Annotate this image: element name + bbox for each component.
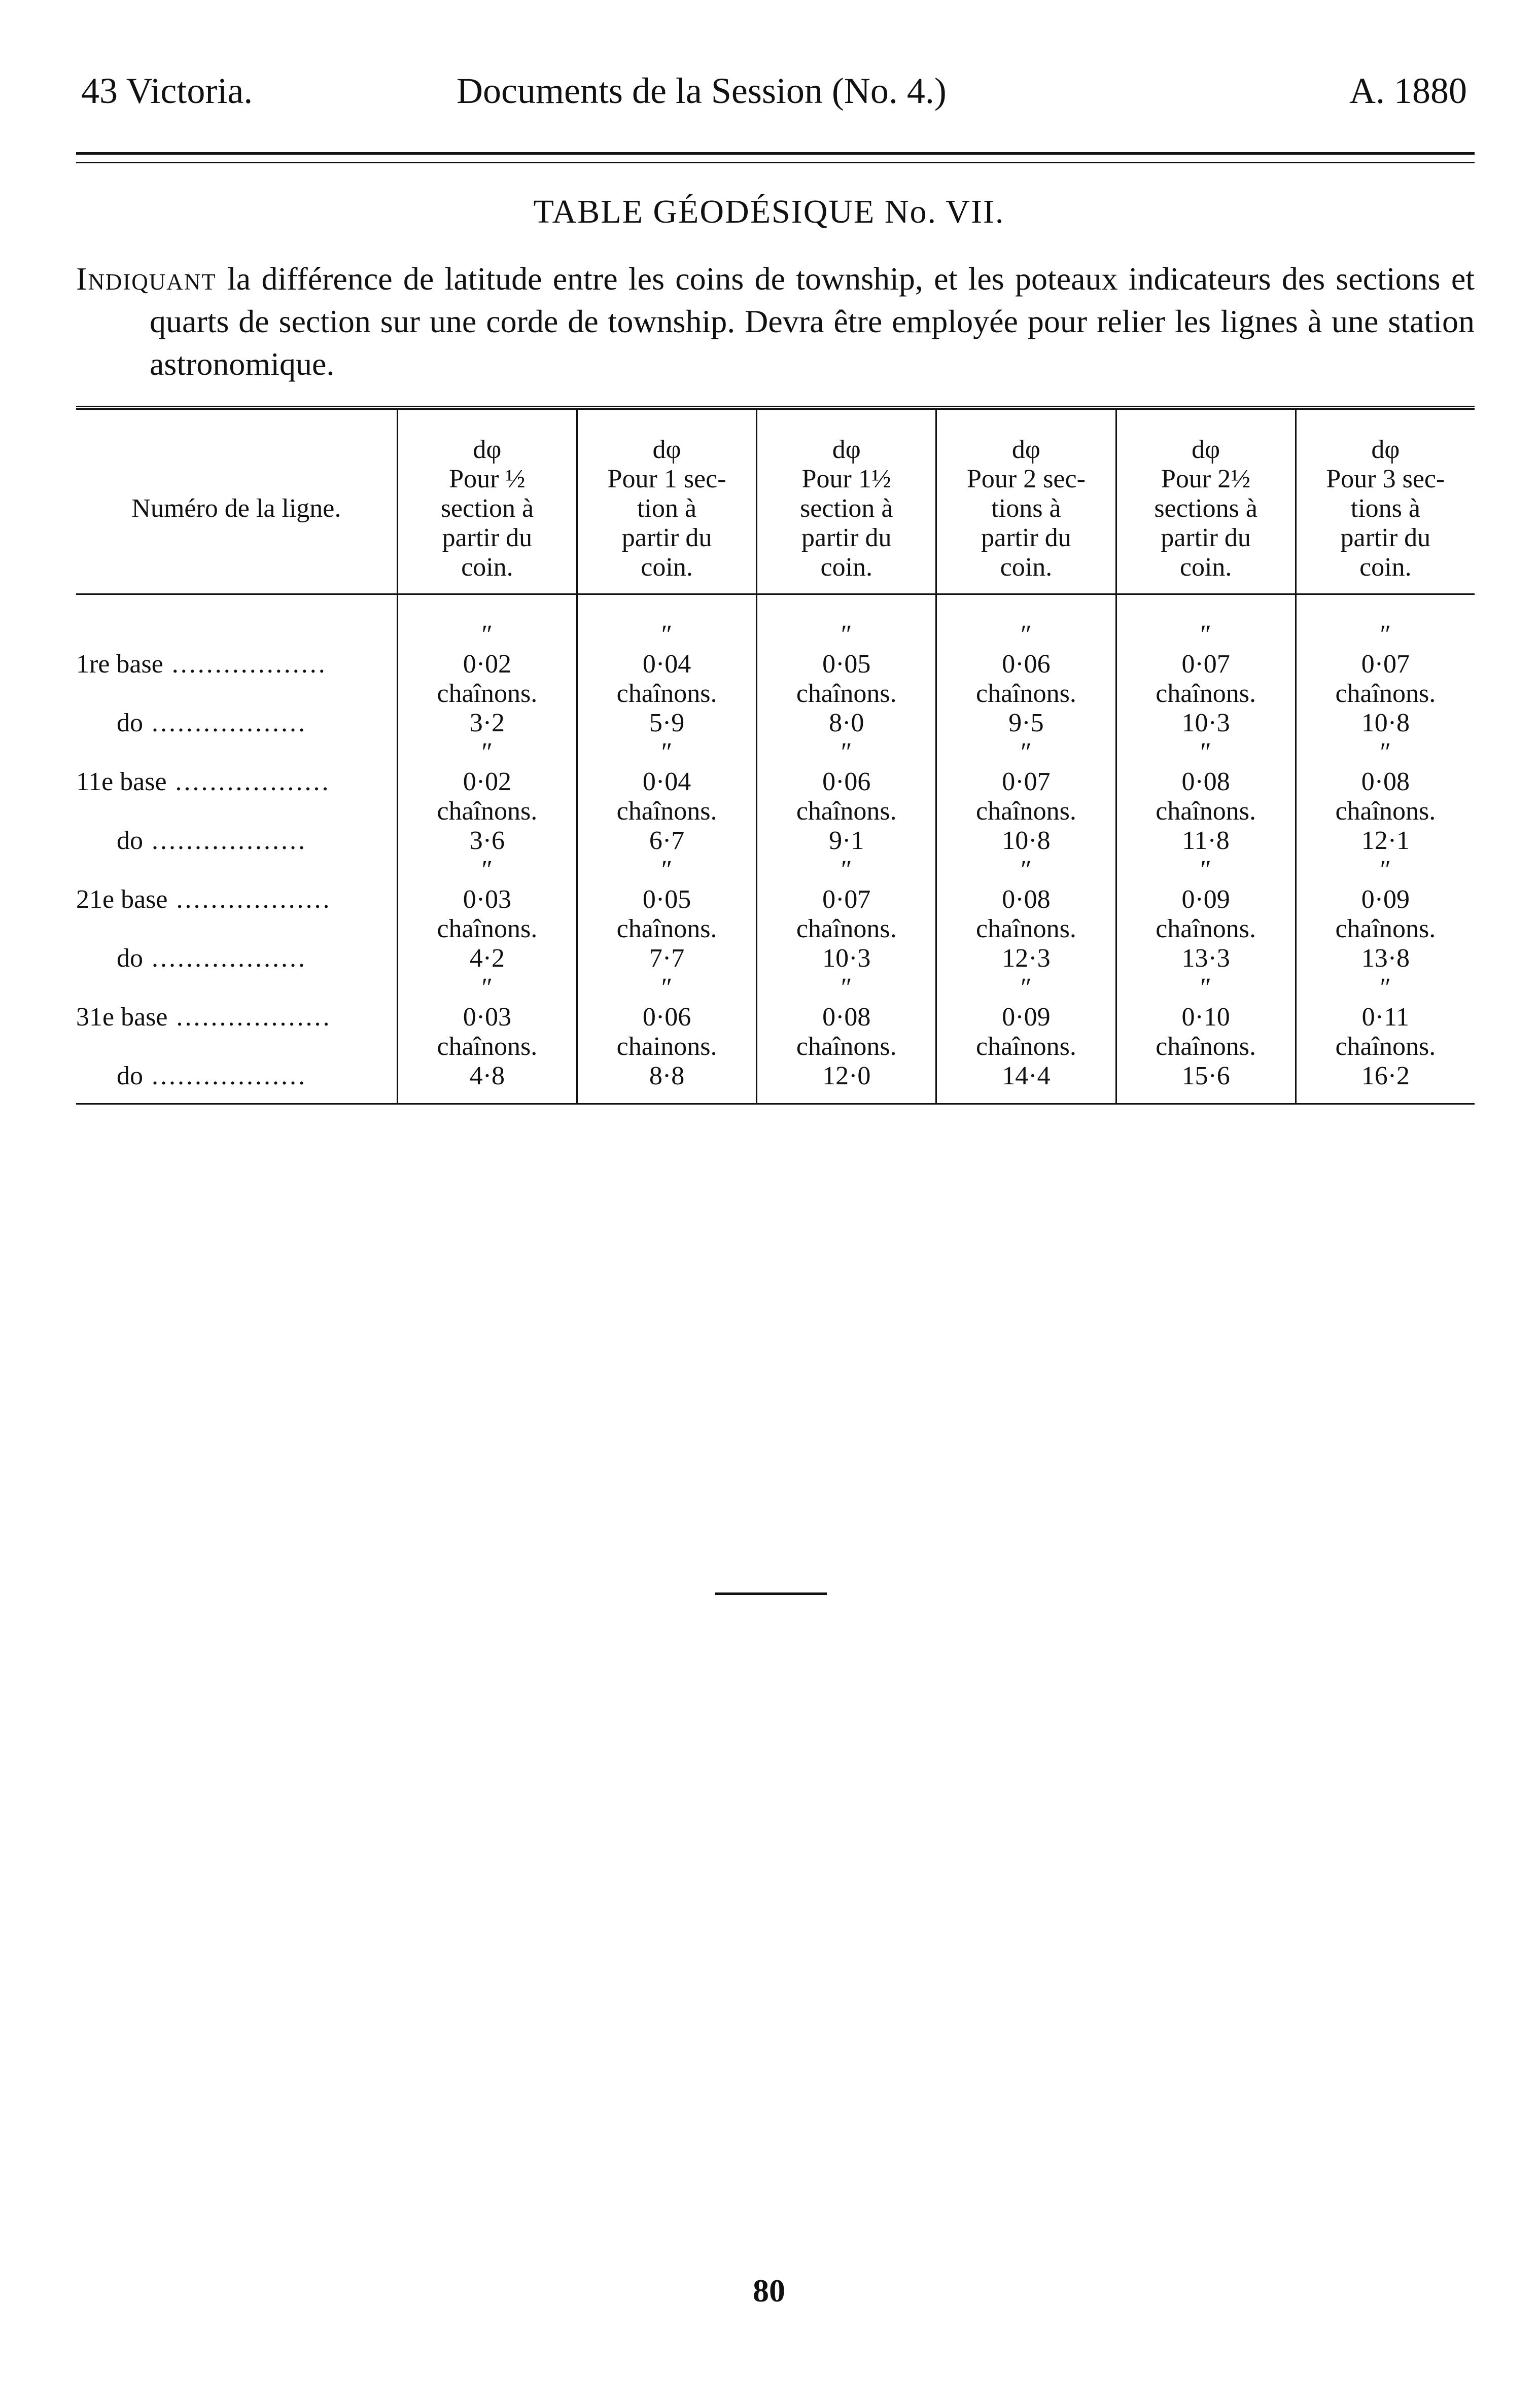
table-row	[76, 856, 1475, 885]
table-cell: chaînons.	[1296, 797, 1475, 826]
row-label	[76, 679, 397, 709]
table-row	[76, 944, 1475, 973]
table-cell: 10·3	[757, 944, 936, 973]
row-label: do ..................	[117, 944, 307, 973]
table-cell: 10·8	[1296, 709, 1475, 738]
table-cell: ″	[936, 738, 1116, 767]
table-cell: chaînons.	[397, 797, 577, 826]
row-label	[76, 738, 397, 767]
table-cell: 0·03	[397, 885, 577, 914]
table-cell: 0·09	[1296, 885, 1475, 914]
column-header: dφ Pour 3 sec- tions à partir du coin.	[1296, 408, 1475, 594]
dot-leader: ..................	[167, 885, 332, 914]
page-title: TABLE GÉODÉSIQUE No. VII.	[533, 193, 1005, 230]
table-cell: 0·04	[577, 650, 756, 679]
table-cell: chaînons.	[397, 1032, 577, 1061]
header-year: A. 1880	[1349, 70, 1467, 111]
dot-leader: ..................	[143, 1061, 307, 1090]
table-cell: 0·08	[757, 1003, 936, 1032]
table-cell: 4·8	[397, 1061, 577, 1104]
table-row	[76, 826, 1475, 856]
table-row	[76, 650, 1475, 679]
table-cell: 5·9	[577, 709, 756, 738]
running-header	[81, 70, 1467, 136]
intro-paragraph	[76, 258, 1475, 385]
row-label: 11e base ..................	[76, 767, 331, 796]
row-label: 1re base ..................	[76, 650, 327, 679]
table-cell: 0·06	[577, 1003, 756, 1032]
header-volume: 43 Victoria.	[81, 70, 253, 111]
table-cell: ″	[1296, 856, 1475, 885]
table-cell: 0·03	[397, 1003, 577, 1032]
table-row	[76, 594, 1475, 650]
table-cell: 0·10	[1116, 1003, 1296, 1032]
table-cell: 6·7	[577, 826, 756, 856]
table-cell: 13·3	[1116, 944, 1296, 973]
table-cell: 7·7	[577, 944, 756, 973]
table-cell: ″	[936, 973, 1116, 1003]
table-cell: 9·1	[757, 826, 936, 856]
table-row	[76, 797, 1475, 826]
column-header: dφ Pour 1½ section à partir du coin.	[757, 408, 936, 594]
table-cell: chaînons.	[936, 914, 1116, 944]
table-cell: ″	[936, 856, 1116, 885]
dot-leader: ..................	[166, 767, 331, 796]
row-label: 21e base ..................	[76, 885, 332, 914]
intro-lead: Indiquant	[76, 261, 217, 297]
table-cell: 0·02	[397, 767, 577, 797]
column-header: dφ Pour 1 sec- tion à partir du coin.	[577, 408, 756, 594]
table-cell: chaînons.	[757, 914, 936, 944]
table-cell: ″	[1116, 738, 1296, 767]
table-cell: 12·1	[1296, 826, 1475, 856]
section-divider	[715, 1592, 827, 1595]
table-cell: 0·05	[757, 650, 936, 679]
row-label	[76, 594, 397, 650]
table-cell: 0·07	[1116, 650, 1296, 679]
column-header: dφ Pour 2 sec- tions à partir du coin.	[936, 408, 1116, 594]
table-cell: ″	[757, 973, 936, 1003]
table-cell: chaînons.	[757, 1032, 936, 1061]
table-cell: chaînons.	[936, 1032, 1116, 1061]
table-cell: 0·09	[936, 1003, 1116, 1032]
table-cell: 9·5	[936, 709, 1116, 738]
table-cell: chaînons.	[1296, 1032, 1475, 1061]
table-cell: 0·06	[936, 650, 1116, 679]
table-cell: 0·07	[936, 767, 1116, 797]
table-cell: chaînons.	[397, 679, 577, 709]
table-row	[76, 679, 1475, 709]
table-cell: 13·8	[1296, 944, 1475, 973]
intro-text: la différence de latitude entre les coins de township, et les poteaux indicateurs des sections et quarts de section sur une corde de township. Devra être employée pour relier les lignes à une station astronomique.	[150, 261, 1475, 382]
table-row	[76, 738, 1475, 767]
table-cell: chaînons.	[757, 679, 936, 709]
table-cell: 0·07	[1296, 650, 1475, 679]
table-cell: chaînons.	[1116, 1032, 1296, 1061]
table-cell: 0·07	[757, 885, 936, 914]
dot-leader: ..................	[143, 709, 307, 737]
table-cell: 0·09	[1116, 885, 1296, 914]
table-cell: chaînons.	[1116, 914, 1296, 944]
table-cell: ″	[397, 856, 577, 885]
table-cell: ″	[1116, 973, 1296, 1003]
table-cell: 15·6	[1116, 1061, 1296, 1104]
table-row	[76, 1032, 1475, 1061]
table-row	[76, 767, 1475, 797]
row-header: Numéro de la ligne.	[76, 408, 397, 594]
table-cell: chainons.	[577, 1032, 756, 1061]
table-cell: chaînons.	[1116, 797, 1296, 826]
row-label	[76, 1032, 397, 1061]
table-row	[76, 1061, 1475, 1104]
table-cell: 3·6	[397, 826, 577, 856]
table-cell: ″	[397, 738, 577, 767]
table-cell: ″	[577, 856, 756, 885]
table-cell: ″	[397, 594, 577, 650]
table-row	[76, 709, 1475, 738]
dot-leader: ..................	[143, 826, 307, 855]
table-cell: 16·2	[1296, 1061, 1475, 1104]
table-cell: 3·2	[397, 709, 577, 738]
table-cell: chaînons.	[577, 679, 756, 709]
table-cell: 0·02	[397, 650, 577, 679]
table-cell: 0·05	[577, 885, 756, 914]
dot-leader: ..................	[143, 944, 307, 973]
table-cell: ″	[1296, 594, 1475, 650]
table-cell: 8·8	[577, 1061, 756, 1104]
row-label	[76, 914, 397, 944]
table-cell: 12·3	[936, 944, 1116, 973]
table-cell: 10·8	[936, 826, 1116, 856]
table-cell: chaînons.	[936, 797, 1116, 826]
table-cell: ″	[577, 973, 756, 1003]
column-header: dφ Pour 2½ sections à partir du coin.	[1116, 408, 1296, 594]
table-cell: 0·08	[936, 885, 1116, 914]
table-cell: ″	[397, 973, 577, 1003]
header-rule	[76, 152, 1475, 163]
table-cell: 0·08	[1296, 767, 1475, 797]
geodesic-table	[76, 406, 1475, 1105]
row-label: do ..................	[117, 826, 307, 855]
table-cell: 0·04	[577, 767, 756, 797]
row-label: do ..................	[117, 709, 307, 737]
table-cell: ″	[1296, 973, 1475, 1003]
row-label	[76, 973, 397, 1003]
table-cell: ″	[757, 856, 936, 885]
table-row	[76, 885, 1475, 914]
table-cell: chaînons.	[1116, 679, 1296, 709]
table-row	[76, 973, 1475, 1003]
table-cell: ″	[1296, 738, 1475, 767]
table-row	[76, 1003, 1475, 1032]
table-cell: ″	[1116, 594, 1296, 650]
table-cell: chaînons.	[397, 914, 577, 944]
table-cell: chaînons.	[577, 914, 756, 944]
table-cell: 4·2	[397, 944, 577, 973]
table-cell: 10·3	[1116, 709, 1296, 738]
table-cell: 14·4	[936, 1061, 1116, 1104]
dot-leader: ..................	[163, 650, 327, 679]
table-cell: 0·08	[1116, 767, 1296, 797]
table-cell: chaînons.	[577, 797, 756, 826]
dot-leader: ..................	[167, 1003, 332, 1032]
row-label: 31e base ..................	[76, 1003, 332, 1032]
table-header-row	[76, 408, 1475, 594]
table-cell: ″	[1116, 856, 1296, 885]
table-row	[76, 914, 1475, 944]
table-cell: ″	[577, 594, 756, 650]
column-header: dφ Pour ½ section à partir du coin.	[397, 408, 577, 594]
table-cell: 8·0	[757, 709, 936, 738]
table-cell: chaînons.	[1296, 914, 1475, 944]
header-title: Documents de la Session (No. 4.)	[457, 70, 947, 111]
table-cell: chaînons.	[757, 797, 936, 826]
row-label	[76, 797, 397, 826]
table-cell: ″	[577, 738, 756, 767]
table-cell: chaînons.	[936, 679, 1116, 709]
row-label: do ..................	[76, 1061, 397, 1104]
row-label	[76, 856, 397, 885]
table-cell: ″	[757, 738, 936, 767]
table-cell: ″	[936, 594, 1116, 650]
page-number: 80	[753, 2273, 785, 2309]
table-cell: chaînons.	[1296, 679, 1475, 709]
table-cell: 0·11	[1296, 1003, 1475, 1032]
table-cell: 0·06	[757, 767, 936, 797]
table-cell: 12·0	[757, 1061, 936, 1104]
table-cell: ″	[757, 594, 936, 650]
table-cell: 11·8	[1116, 826, 1296, 856]
